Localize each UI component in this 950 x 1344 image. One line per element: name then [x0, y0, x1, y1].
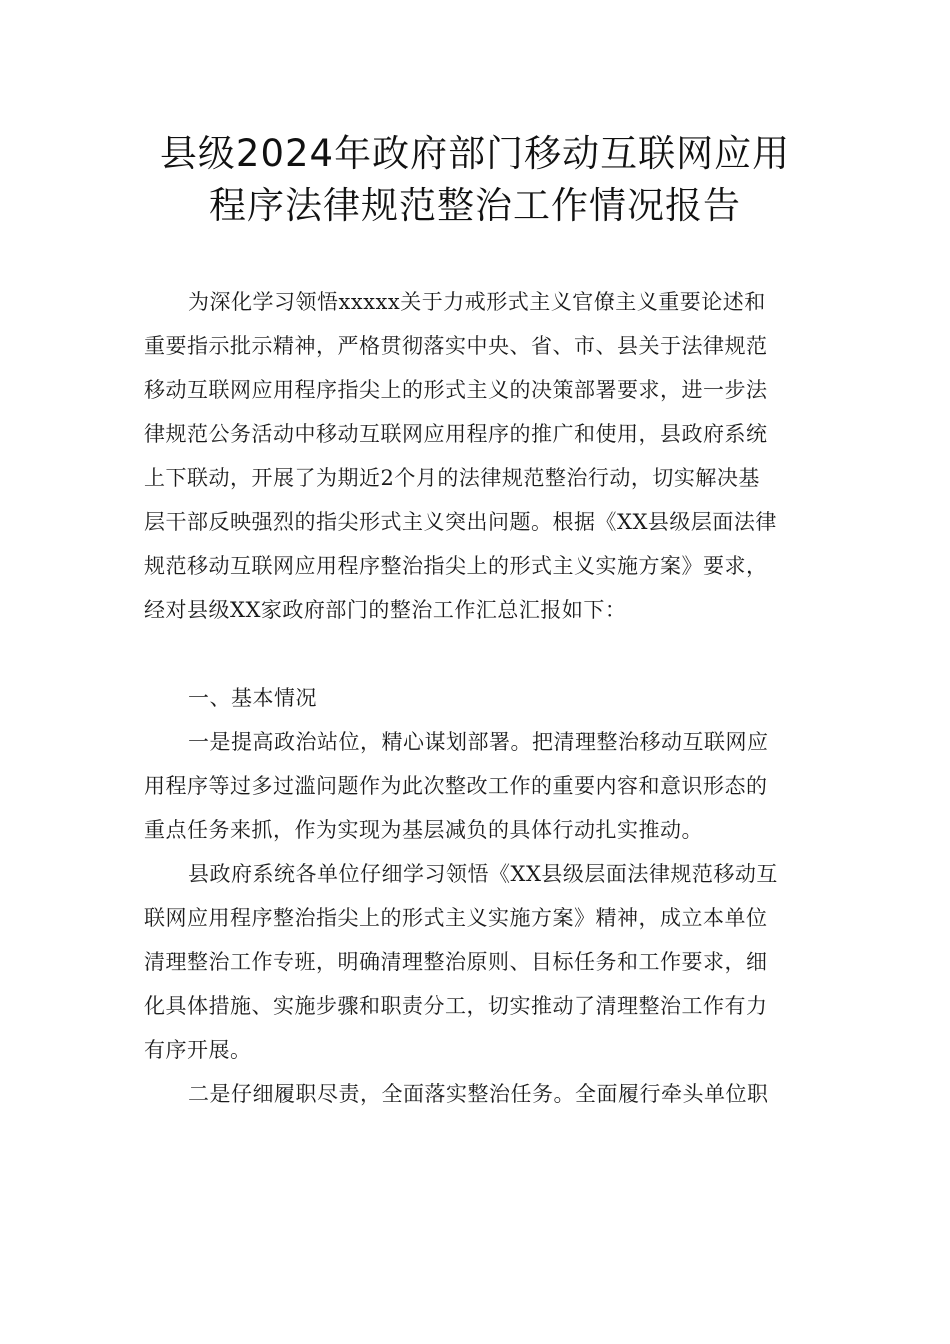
para2-line-3: 清理整治工作专班，明确清理整治原则、目标任务和工作要求，细: [144, 950, 768, 974]
intro-line-6: 层干部反映强烈的指尖形式主义突出问题。根据《XX县级层面法律: [144, 510, 777, 534]
paragraph-2: [144, 852, 814, 1072]
para1-line-1: 一是提高政治站位，精心谋划部署。把清理整治移动互联网应: [188, 730, 769, 754]
document-body: [144, 280, 814, 1116]
para2-line-1: 县政府系统各单位仔细学习领悟《XX县级层面法律规范移动互: [188, 862, 778, 886]
para2-line-4: 化具体措施、实施步骤和职责分工，切实推动了清理整治工作有力: [144, 994, 768, 1018]
paragraph-1: [144, 720, 814, 852]
para2-line-2: 联网应用程序整治指尖上的形式主义实施方案》精神，成立本单位: [144, 906, 768, 930]
para1-line-2: 用程序等过多过滥问题作为此次整改工作的重要内容和意识形态的: [144, 774, 768, 798]
para1-line-3: 重点任务来抓，作为实现为基层减负的具体行动扎实推动。: [144, 818, 703, 842]
document-title: [100, 128, 850, 232]
intro-line-3: 移动互联网应用程序指尖上的形式主义的决策部署要求，进一步法: [144, 378, 768, 402]
para2-line-5: 有序开展。: [144, 1038, 252, 1062]
paragraph-gap: [144, 632, 814, 676]
intro-line-1: 为深化学习领悟xxxxx关于力戒形式主义官僚主义重要论述和: [188, 290, 766, 314]
intro-line-8: 经对县级XX家政府部门的整治工作汇总汇报如下：: [144, 598, 627, 622]
title-line-2: 程序法律规范整治工作情况报告: [209, 184, 741, 227]
intro-line-2: 重要指示批示精神，严格贯彻落实中央、省、市、县关于法律规范: [144, 334, 768, 358]
para3-line-1: 二是仔细履职尽责，全面落实整治任务。全面履行牵头单位职: [188, 1082, 769, 1106]
intro-line-7: 规范移动互联网应用程序整治指尖上的形式主义实施方案》要求，: [144, 554, 768, 578]
paragraph-3: [144, 1072, 814, 1116]
section-heading: 一、基本情况: [188, 686, 317, 710]
title-line-1: 县级2024年政府部门移动互联网应用: [159, 132, 791, 175]
intro-paragraph: [144, 280, 814, 632]
intro-line-5: 上下联动，开展了为期近2个月的法律规范整治行动，切实解决基: [144, 466, 760, 490]
intro-line-4: 律规范公务活动中移动互联网应用程序的推广和使用，县政府系统: [144, 422, 768, 446]
